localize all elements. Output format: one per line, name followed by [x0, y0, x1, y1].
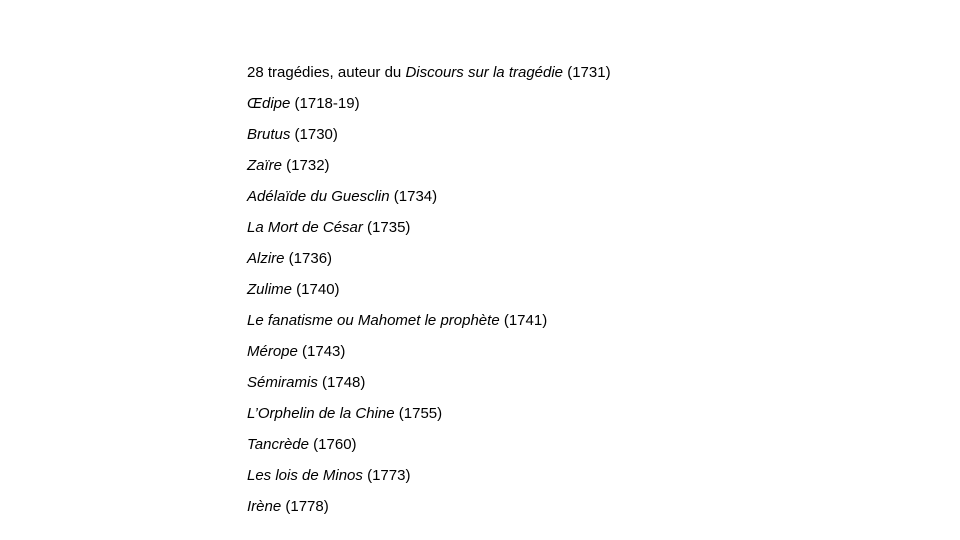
play-year: (1773) [362, 467, 411, 484]
play-item [247, 88, 611, 119]
play-year: (1736) [284, 250, 333, 267]
play-title: Mérope [247, 343, 298, 360]
play-title: Sémiramis [247, 374, 318, 391]
tragedies-list [247, 57, 611, 522]
play-year: (1740) [292, 281, 340, 298]
play-title: Adélaïde du Guesclin [247, 188, 390, 205]
play-item [247, 212, 611, 243]
play-title: Alzire [247, 250, 285, 267]
play-item [247, 336, 611, 367]
play-year: (1734) [389, 188, 438, 205]
play-year: (1743) [297, 343, 346, 360]
play-item [247, 398, 611, 429]
intro-year: (1731) [563, 64, 611, 81]
play-title: Œdipe [247, 95, 291, 112]
play-item [247, 491, 611, 522]
play-item [247, 181, 611, 212]
play-title: Le fanatisme ou Mahomet le prophète [247, 312, 500, 329]
play-title: Les lois de Minos [247, 467, 363, 484]
play-year: (1730) [290, 126, 338, 143]
play-title: La Mort de César [247, 219, 363, 236]
play-year: (1778) [281, 498, 329, 515]
play-year: (1741) [499, 312, 548, 329]
play-item [247, 305, 611, 336]
play-year: (1755) [394, 405, 443, 422]
play-item [247, 460, 611, 491]
play-year: (1732) [282, 157, 330, 174]
intro-line [247, 57, 611, 88]
play-year: (1735) [362, 219, 411, 236]
play-title: Zulime [247, 281, 293, 298]
play-item [247, 150, 611, 181]
intro-work-title: Discours sur la tragédie [405, 64, 564, 81]
play-year: (1760) [309, 436, 357, 453]
play-item [247, 429, 611, 460]
play-item [247, 119, 611, 150]
play-item [247, 243, 611, 274]
play-item [247, 367, 611, 398]
play-title: Zaïre [247, 157, 283, 174]
play-title: Irène [247, 498, 282, 515]
play-title: L’Orphelin de la Chine [247, 405, 395, 422]
intro-prefix: 28 tragédies, auteur du [247, 64, 406, 81]
play-title: Brutus [247, 126, 291, 143]
play-item [247, 274, 611, 305]
play-year: (1748) [317, 374, 366, 391]
play-title: Tancrède [247, 436, 309, 453]
play-year: (1718-19) [290, 95, 360, 112]
